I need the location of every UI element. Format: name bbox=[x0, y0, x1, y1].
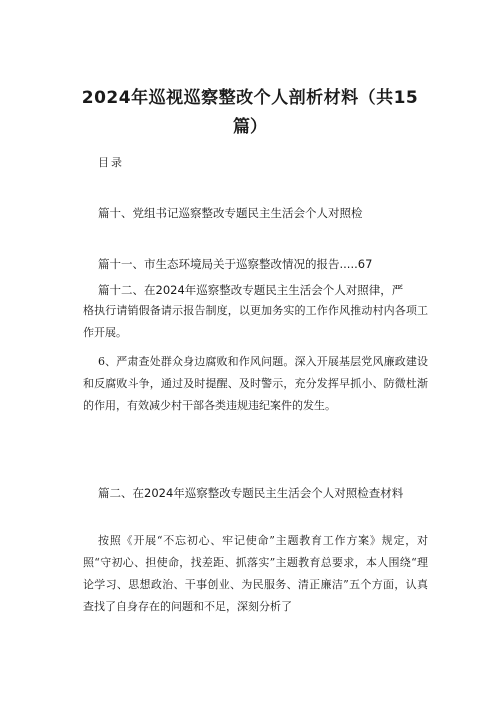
body-paragraph: 格执行请销假备请示报告制度，以更加务实的工作作风推动村内各项工作开展。 bbox=[83, 304, 428, 339]
section-heading: 篇二、在2024年巡察整改专题民主生活会个人对照检查材料 bbox=[98, 486, 404, 500]
document-title: 2024年巡视巡察整改个人剖析材料（共15 bbox=[81, 88, 419, 108]
toc-entry: 篇十二、在2024年巡察整改专题民主生活会个人对照律，严 bbox=[98, 283, 404, 297]
toc-label: 目录 bbox=[98, 156, 124, 169]
body-paragraph: 6、严肃查处群众身边腐败和作风问题。深入开展基层党风廉政建设和反腐败斗争，通过及时提醒、及时警示，充分发挥早抓小、防微杜渐的作用，有效减少村干部各类违规违纪案件的发生。 bbox=[83, 355, 428, 412]
document-title-continued: 篇） bbox=[233, 117, 267, 137]
toc-entry: 篇十、党组书记巡察整改专题民主生活会个人对照检 bbox=[98, 206, 363, 220]
toc-entry: 篇十一、市生态环境局关于巡察整改情况的报告.....67 bbox=[98, 257, 373, 271]
body-paragraph: 按照《开展“不忘初心、牢记使命”主题教育工作方案》规定，对照“守初心、担使命，找差距、抓落实”主题教育总要求，本人围绕“理论学习、思想政治、干事创业、为民服务、清正廉洁”五个方面，认真查找了自身存在的问题和不足，深刻分析了 bbox=[83, 534, 428, 613]
